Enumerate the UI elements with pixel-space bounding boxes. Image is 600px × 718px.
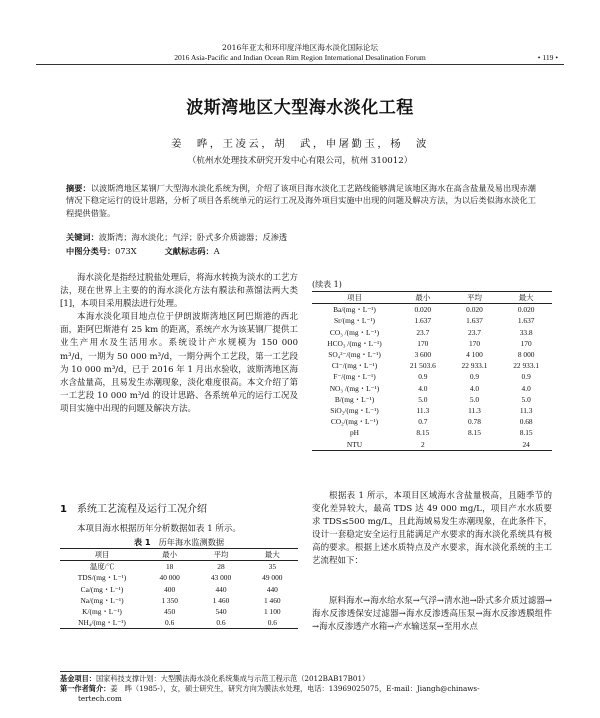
affiliation: （杭州水处理技术研究开发中心有限公司，杭州 310012） — [187, 156, 413, 166]
keywords-text: 波斯湾；海水淡化；气浮；卧式多介质滤器；反渗透 — [98, 232, 288, 242]
table-header-row — [60, 549, 298, 561]
classification-line — [66, 245, 220, 257]
table-cell: 2 — [397, 439, 449, 451]
table-cell: 1.637 — [517, 316, 535, 326]
table-header-cell: 项目 — [312, 292, 397, 304]
table-cell: 23.7 — [468, 327, 481, 337]
table-header-row — [312, 292, 552, 304]
table-cell: 24 — [500, 439, 552, 451]
table-cell: 40 000 — [159, 573, 180, 583]
table-cell: 450 — [164, 607, 176, 617]
table-row — [312, 327, 552, 338]
table-row — [312, 439, 552, 451]
page-number: • 119 • — [537, 53, 558, 62]
abstract — [66, 182, 536, 219]
table-cell: 8.15 — [519, 428, 533, 438]
table-header-cell: 平均 — [195, 549, 246, 561]
left-column — [60, 272, 298, 416]
table-cell: Ba/(mg・L⁻¹) — [333, 305, 376, 315]
table-cell: 0.9 — [469, 372, 480, 382]
table-cell: 5.0 — [418, 394, 428, 404]
table-cell: 11.3 — [416, 406, 430, 416]
table-header-cell: 最小 — [397, 292, 449, 304]
author-list: 姜 晔，王凌云，胡 武，申屠勤玉，杨 波 — [171, 138, 429, 150]
conference-title-cn: 2016年亚太和环印度洋地区海水淡化国际论坛 — [221, 43, 378, 52]
table-row — [312, 371, 552, 382]
table-cell: 540 — [215, 607, 227, 617]
table-row — [312, 427, 552, 438]
section-heading — [60, 503, 207, 517]
table-cell: 温度/℃ — [89, 562, 115, 572]
table-cell: 8 000 — [517, 350, 535, 360]
article-title: 波斯湾地区大型海水淡化工程 — [186, 98, 414, 118]
table-cell: 0.020 — [466, 305, 483, 315]
table-cell: 1 350 — [161, 595, 178, 605]
table-cell: B/(mg・L⁻¹) — [334, 394, 375, 404]
table-header-cell: 最大 — [500, 292, 552, 304]
footnote-rule — [60, 671, 180, 672]
bio-label: 第一作者简介： — [60, 684, 111, 693]
table-cell: 0.6 — [144, 617, 195, 629]
table-row — [312, 405, 552, 416]
table-cell: HCO₃ /(mg・L⁻¹) — [327, 338, 382, 348]
table-cell: 1 460 — [264, 595, 281, 605]
header-rule — [36, 64, 564, 65]
table-cell: 22 933.1 — [513, 361, 540, 371]
table-cell: SiO₂/(mg・L⁻¹) — [330, 406, 379, 416]
table-cell: 170 — [468, 338, 481, 348]
table-header-cell: 平均 — [449, 292, 501, 304]
table-cell: 0.020 — [517, 305, 535, 315]
table-cell: 33.8 — [519, 327, 533, 337]
table-cell: F⁻/(mg・L⁻¹) — [333, 372, 376, 382]
author-bio-continued: tertech.com — [78, 694, 122, 703]
table1-intro: 本项目海水根据历年分析数据如表 1 所示。 — [77, 524, 241, 534]
table-cell: 1.637 — [466, 316, 483, 326]
table-cell: NO₃ /(mg・L⁻¹) — [329, 383, 380, 393]
table-cell: 21 503.6 — [409, 361, 436, 371]
table-row — [312, 315, 552, 326]
table-cell: 4.0 — [469, 383, 480, 393]
table-row — [312, 383, 552, 394]
table-cell: 4 100 — [466, 350, 483, 360]
table-cell: 43 000 — [210, 573, 232, 583]
table-cell: 8.15 — [468, 428, 481, 438]
table-cell: 0.68 — [519, 417, 533, 427]
table-cell: 170 — [417, 338, 429, 348]
table-cell: TDS/(mg・L⁻¹) — [77, 573, 127, 583]
conference-title-en: 2016 Asia-Pacific and Indian Ocean Rim Region International Desalination Forum — [174, 53, 426, 62]
table-cell: SO₄²⁻/(mg・L⁻¹) — [328, 350, 381, 360]
table-cell: NTU — [312, 439, 397, 451]
table-row — [312, 360, 552, 371]
table-row — [312, 394, 552, 405]
table-1 — [60, 548, 298, 629]
project-paragraph: 本海水淡化项目地点位于伊朗波斯湾地区阿巴斯港的西北面，距阿巴斯港有 25 km 的距离，系统产水为该某钢厂提供工业生产用水及生活用水。系统设计产水规模为 150 000 m³/d，一期为 50 000 m³/d，一期分两个工艺段，第一工艺段为 10 000 m³/d，已于 2016 年 1 月出水验收，波斯湾地区海水含盐量高，且易发生赤潮现象，淡化难度很高。本文介绍了第一工艺段 10 000 m³/d 的设计思路、各系统单元的运行工况及项目实施中出现的问题及解决方法。 — [60, 312, 299, 414]
table-cell: Cl⁻/(mg・L⁻¹) — [331, 361, 378, 371]
table-cell: 11.3 — [468, 406, 481, 416]
table-cell: CO₃ /(mg・L⁻¹) — [329, 327, 380, 337]
table-row — [312, 338, 552, 349]
table-cell: 11.3 — [519, 406, 533, 416]
keywords-label: 关键词： — [66, 232, 99, 242]
table-1-continued — [312, 291, 552, 451]
analysis-paragraph: 根据表 1 所示，本项目区域海水含盐量极高，且随季节的变化差异较大，最高 TDS 达 49 000 mg/L，项目产水水质要求 TDS≤500 mg/L，且此海域易发生赤潮现象，在此条件下，设计一套稳定安全运行且能满足产水要求的海水淡化系统具有极高的要求。根据上述水质特点及产水要求，海水淡化系统的主工艺流程如下： — [312, 491, 552, 567]
section-title: 系统工艺流程及运行工况介绍 — [76, 504, 207, 515]
table-row — [60, 617, 298, 629]
table-cell: Na/(mg・L⁻¹) — [80, 595, 124, 605]
table1-caption-number: 表 1 — [133, 537, 151, 547]
table-cell: 28 — [217, 562, 225, 572]
intro-paragraph: 海水淡化是指经过脱盐处理后，将海水转换为淡水的工艺方法，现在世界上主要的的海水淡化方法有膜法和蒸馏法两大类[1]，本项目采用膜法进行处理。 — [60, 273, 299, 310]
table-row — [312, 304, 552, 316]
table-cell: K/(mg・L⁻¹) — [82, 607, 122, 617]
abstract-text: 以波斯湾地区某钢厂大型海水淡化系统为例，介绍了该项目海水淡化工艺路线能够满足该地区海水在高含盐量及易出现赤潮情况下稳定运行的设计思路，分析了项目各系统单元的运行工况及海外项目实施中出现的问题及解决方法，为以后类似海水淡化工程提供借鉴。 — [66, 183, 536, 218]
table-header-cell: 项目 — [60, 549, 144, 561]
table-cell: 400 — [164, 584, 176, 594]
table-cell: 0.9 — [521, 372, 531, 382]
table-cell: 22 933.1 — [461, 361, 488, 371]
table-row — [60, 606, 298, 617]
funding-label: 基金项目： — [60, 674, 96, 683]
table-row — [312, 416, 552, 427]
keywords — [66, 231, 536, 243]
table-cell: 0.78 — [468, 417, 481, 427]
table-cell: Ca/(mg・L⁻¹) — [80, 584, 124, 594]
table-cell: 1.637 — [414, 316, 432, 326]
table-cell: 440 — [215, 584, 227, 594]
table-cell: 0.6 — [195, 617, 246, 629]
table-header-cell: 最大 — [247, 549, 298, 561]
table-cell: 4.0 — [418, 383, 428, 393]
table-cell: 0.020 — [414, 305, 432, 315]
table-cell: Sr/(mg・L⁻¹) — [333, 316, 375, 326]
table-cell: 35 — [268, 562, 277, 572]
doc-code-label: 文献标志码： — [164, 246, 214, 256]
abstract-label: 摘要： — [66, 183, 91, 193]
table-cell: CO₂/(mg・L⁻¹) — [330, 417, 379, 427]
table-cell: 18 — [165, 562, 174, 572]
table-cell: 440 — [266, 584, 278, 594]
table-row — [60, 584, 298, 595]
table-cell: 0.6 — [247, 617, 298, 629]
table-cell: 4.0 — [521, 383, 531, 393]
author-bio — [60, 684, 550, 694]
doc-code-value: A — [213, 246, 220, 256]
funding-note — [60, 674, 550, 684]
table-row — [60, 595, 298, 606]
table-cell — [449, 439, 501, 451]
table-cell: 5.0 — [521, 394, 531, 404]
table-row — [312, 349, 552, 360]
table-header-cell: 最小 — [144, 549, 195, 561]
bio-text: 姜 晔（1985-），女，硕士研究生，研究方向为膜法水处理，电话：13969025075，E-mail：Jiangh@chinaws- — [110, 684, 480, 693]
table-row — [60, 561, 298, 573]
section-number: 1 — [60, 504, 67, 515]
process-flow: 原料海水→海水给水泵→气浮→清水池→卧式多介质过滤器→海水反渗透保安过滤器→海水反渗透高压泵→海水反渗透膜组件→海水反渗透产水箱→产水输送泵→至用水点 — [312, 596, 552, 633]
funding-text: 国家科技支撑计划：大型膜法海水淡化系统集成与示范工程示范（2012BAB17B01） — [95, 674, 370, 683]
table-cell: 170 — [520, 338, 532, 348]
table-cell: 5.0 — [469, 394, 480, 404]
table-cell: NH₄/(mg・L⁻¹) — [60, 617, 144, 629]
page-header — [0, 0, 600, 68]
table-cell: 49 000 — [262, 573, 283, 583]
clc-value: 073X — [115, 246, 137, 256]
table-cell: 1 100 — [264, 607, 281, 617]
right-column — [312, 490, 552, 569]
table-cell: 3 600 — [414, 350, 432, 360]
clc-label: 中图分类号： — [66, 246, 116, 256]
table-cell: 0.9 — [418, 372, 428, 382]
table1-caption-text: 历年海水监测数据 — [158, 537, 225, 547]
table-row — [60, 572, 298, 583]
table-cell: 1 460 — [212, 595, 230, 605]
table1-caption — [60, 536, 298, 548]
table-cell: 23.7 — [416, 327, 430, 337]
table-cell: 0.7 — [418, 417, 428, 427]
table-cell: pH — [349, 428, 360, 438]
table-continued-caption: (续表 1) — [312, 280, 342, 289]
table-cell: 8.15 — [416, 428, 430, 438]
